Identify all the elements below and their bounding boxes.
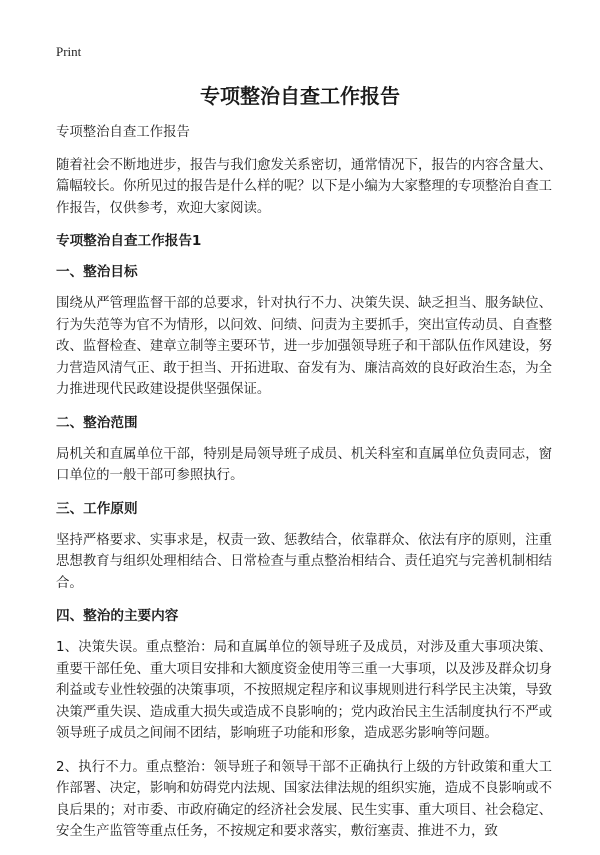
print-link[interactable]: Print [56,44,82,59]
document-body [56,122,552,855]
intro-paragraph: 随着社会不断地进步，报告与我们愈发关系密切，通常情况下，报告的内容含量大、篇幅较长。你所见过的报告是什么样的呢？以下是小编为大家整理的专项整治自查工作报告，仅供参考，欢迎大家阅读。 [56,157,552,216]
section-heading-contents: 四、整治的主要内容 [56,608,179,624]
document-title: 专项整治自查工作报告 [200,84,400,108]
section-paragraph: 围绕从严管理监督干部的总要求，针对执行不力、决策失误、缺乏担当、服务缺位、行为失范等为官不为情形，以问效、问绩、问责为主要抓手，突出宣传动员、自查整改、监督检查、建章立制等主要环节，进一步加强领导班子和干部队伍作风建设，努力营造风清气正、敢于担当、开拓进取、奋发有为、廉洁高效的良好政治生态，为全力推进现代民政建设提供坚强保证。 [56,296,552,397]
section-paragraph: 2、执行不力。重点整治：领导班子和领导干部不正确执行上级的方针政策和重大工作部署、决定，影响和妨碍党内法规、国家法律法规的组织实施，造成不良影响或不良后果的；对市委、市政府确定的经济社会发展、民生实事、重大项目、社会稳定、安全生产监管等重点任务，不按规定和要求落实，敷衍塞责、推进不力，致 [56,759,552,839]
section-heading-goals: 一、整治目标 [56,264,138,280]
section-paragraph: 坚持严格要求、实事求是，权责一致、惩教结合，依靠群众、依法有序的原则，注重思想教育与组织处理相结合、日常检查与重点整治相结合、责任追究与完善机制相结合。 [56,532,552,591]
section-heading-principles: 三、工作原则 [56,500,138,517]
section-heading-scope: 二、整治范围 [56,414,138,431]
document-subtitle: 专项整治自查工作报告 [56,125,190,140]
report-heading: 专项整治自查工作报告1 [56,233,202,249]
section-paragraph: 1、决策失误。重点整治：局和直属单位的领导班子及成员，对涉及重大事项决策、重要干部任免、重大项目安排和大额度资金使用等三重一大事项，以及涉及群众切身利益或专业性较强的决策事项，不按照规定程序和议事规则进行科学民主决策，导致决策严重失误、造成重大损失或造成不良影响的；党内政治民主生活制度执行不严或领导班子成员之间闹不团结，影响班子功能和形象，造成恶劣影响等问题。 [56,640,552,741]
section-paragraph: 局机关和直属单位干部，特别是局领导班子成员、机关科室和直属单位负责同志，窗口单位的一般干部可参照执行。 [56,446,552,483]
